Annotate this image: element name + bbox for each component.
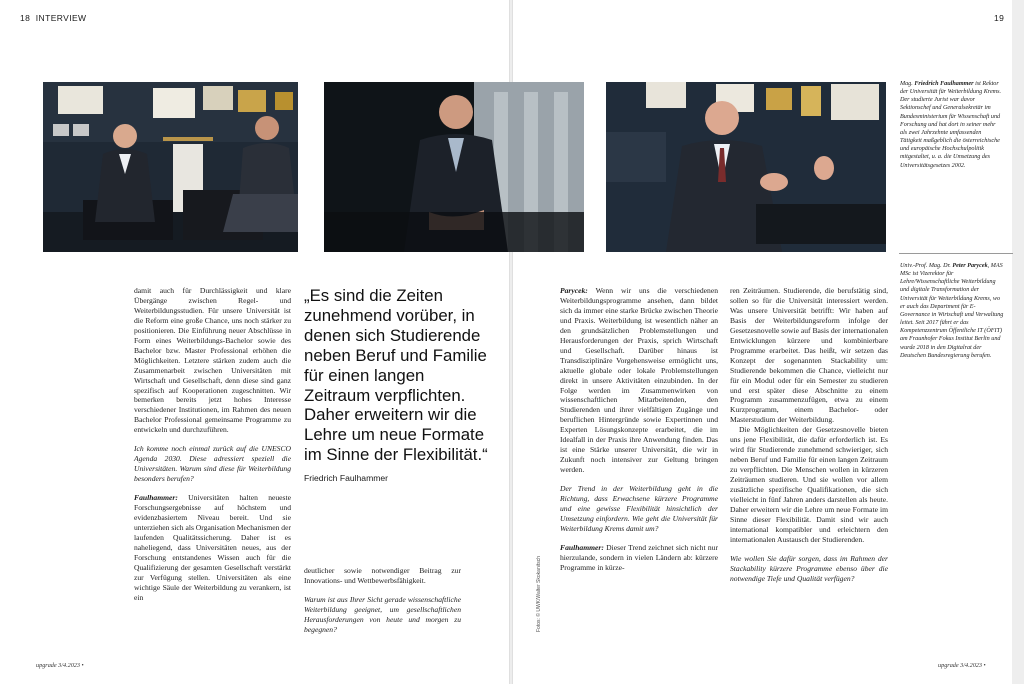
body-paragraph: Die Möglichkeiten der Gesetzesnovelle bieten uns jene Flexibilität, die dafür erforderlich ist. Es wird für Studierende zunehmend schwieriger, sich neben Beruf und Familie für einen langen Zeitraum zu verpflichten. Die Menschen wollen in kürzeren Zeiträumen studieren. Und sie wollen vor allem zusätzliche spezifische Qualifikationen, die sich vielleicht in fünf Jahren anders darstellen als heute. Daher erweitern wir die Lehre um neue Formate im Sinne dieser Flexibilität. Damit sind wir auch international kompatibler und erleichtern den internationalen Austausch der Studierenden. xyxy=(730,425,888,544)
left-page-number: 18 xyxy=(20,13,31,23)
bio-name: Peter Parycek xyxy=(952,263,988,269)
bio-name: Friedrich Faulhammer xyxy=(914,81,974,87)
body-paragraph: deutlicher sowie notwendiger Beitrag zur Innovations- und Wettbewerbsfähigkeit. xyxy=(304,566,461,585)
photo-two-men-seated xyxy=(43,82,298,252)
pull-quote-author: Friedrich Faulhammer xyxy=(304,473,389,484)
pull-quote-text: „Es sind die Zeiten zunehmend vorüber, in denen sich Studierende neben Beruf und Familie für einen langen Zeitraum verpflichten. Daher erweitern wir die Lehre um neue Formate im Sinne der Flexibilität.“ xyxy=(304,286,488,465)
caption-divider xyxy=(899,253,1013,254)
answer-text: Dieser Trend zeichnet sich nicht nur hierzulande, sondern in vielen Ländern ab: kürzere Programme in kürze- xyxy=(560,542,718,572)
answer-text: Universitäten halten neueste Forschungsergebnisse auf höchstem und evidenzbasiertem Niveau bereit. Und sie unterziehen sich als Organisation Mechanismen der laufenden Qualitätssicherung. Daher ist es naheliegend, dass Universitäten neues, aus der Forschung entstandenes Wissen auch für die Qualifizierung der gesamten Gesellschaft verstärkt zur Verfügung stellen. Universitäten als eine wichtige Säule der Weiterbildung zu verankern, ist ein xyxy=(134,493,291,602)
column-1 xyxy=(134,286,291,603)
photo-credit xyxy=(536,624,542,632)
section-label: INTERVIEW xyxy=(35,13,87,23)
answer-paragraph xyxy=(560,543,718,573)
speaker-label: Faulhammer: xyxy=(560,542,604,552)
bio-text: , MAS MSc ist Vizerektor für Lehre/Wissenschaftliche Weiterbildung und digitale Transformation der Universität für Weiterbildung Krems, wo er auch das Department für E-Governance in Wirtschaft und Verwaltung leitet. Seit 2017 führt er das Kompetenzzentrum Öffentliche IT (ÖFIT) am Fraunhofer Fokus Institut Berlin und wurde 2018 in den Digitalrat der Deutschen Bundesregierung berufen. xyxy=(900,263,1004,359)
interview-question: Warum ist aus Ihrer Sicht gerade wissenschaftliche Weiterbildung geeignet, um gesellschaftlichen Herausforderungen von heute und morgen zu begegnen? xyxy=(304,594,461,634)
page-edge xyxy=(1012,0,1024,684)
right-page-number: 19 xyxy=(994,13,1005,23)
bio-caption-faulhammer xyxy=(900,80,1004,170)
answer-paragraph xyxy=(134,493,291,602)
column-3 xyxy=(560,286,718,573)
body-paragraph: ren Zeiträumen. Studierende, die berufstätig sind, sollen so für die Universität interessiert werden. Was unsere Universität betrifft: Wir haben auf Basis der Weiterbildungsreform infolge der Gesetzesnovelle sowie auf Basis der internationalen Entwicklungen kürzere und kombinierbare Programme erarbeitet. Das heißt, wir setzen das Konzept der sogenannten Stackability um: Studierende bekommen die Chance, vielleicht nur für ein Modul oder für ein Semester zu studieren und erst später diese Abschnitte zu einem Programm zusammenzufügen, etwa zu einem Kurzprogramm, einem Bachelor- oder Masterstudium der Weiterbildung. xyxy=(730,286,888,425)
bio-prefix: Univ.-Prof. Mag. Dr. xyxy=(900,263,953,269)
speaker-label: Faulhammer: xyxy=(134,493,178,503)
interview-question: Ich komme noch einmal zurück auf die UNESCO Agenda 2030. Diese adressiert speziell die Universitäten. Warum sind diese für Weiterbildung besonders berufen? xyxy=(134,444,291,484)
answer-text: Wenn wir uns die verschiedenen Weiterbildungsprogramme ansehen, dann bildet sich da immer eine starke Brücke zwischen Theorie und Praxis. Weiterbildung ist wesentlich näher an den grundsätzlichen Problemstellungen und Herausforderungen der Praxis, sprich Wirtschaft und Gesellschaft. Darüber hinaus ist Transdisziplinäre Vorgehensweise ermöglicht uns, aktuelle globale oder lokale Problemstellungen direkt in unsere Aktivitäten einzubinden. In der Folge werden im Zusammenwirken von wissenschaftlichen Mitarbeitenden, den Studierenden und ihrer vielfältigen Zugänge und beruflichen Hintergründe sowie Expertinnen und Experten Lösungskonzepte erarbeitet, die im Idealfall in der Praxis ihre Anwendung finden. Das ist eine Stärke unserer Universität, die wir in Zukunft noch intensiver zur Geltung bringen werden. xyxy=(560,286,718,475)
left-page-header xyxy=(20,13,86,23)
column-2 xyxy=(304,566,461,635)
bio-text: ist Rektor der Universität für Weiterbildung Krems. Der studierte Jurist war davor Sektionschef und Generalsekretär im Bundesministerium für Wissenschaft und Forschung und hat dort in seiner mehr als zwei Jahrzehnte umfassenden Tätigkeit maßgeblich die österreichische und europäische Hochschulpolitik mitgestaltet, u. a. die Umsetzung des Universitätsgesetzes 2002. xyxy=(900,81,1002,169)
left-footer: upgrade 3/4.2023 • xyxy=(36,662,84,669)
photo-faulhammer-gesturing xyxy=(606,82,886,252)
body-paragraph: damit auch für Durchlässigkeit und klare Übergänge zwischen Regel- und Weiterbildungsstudien. Für unsere Universität ist die Reform eine große Chance, uns noch stärker zu positionieren. Die Einführung neuer Abschlüsse in Form eines Weiterbildungs-Bachelor sowie des Bachelor bzw. Master Professional erhöhen die Möglichkeiten. Letztere stärken zudem auch die Zusammenarbeit zwischen Universitäten mit Wirtschaft und Gesellschaft, denn diese sind ganz spezifisch auf Kooperationen zugeschnitten. Wir bemerken bereits jetzt hohes Interesse verschiedener Institutionen, im Rahmen des neuen Bachelor Professional gemeinsame Programme zu entwickeln und durchzuführen. xyxy=(134,286,291,435)
photo-parycek-seated xyxy=(324,82,584,252)
bio-caption-parycek xyxy=(900,262,1004,360)
interview-question: Der Trend in der Weiterbildung geht in die Richtung, dass Erwachsene kürzere Programme und eine gewisse Flexibilität hinsichtlich der Umsetzung einfordern. Wie geht die Universität für Weiterbildung Krems damit um? xyxy=(560,484,718,533)
interview-question: Wie wollen Sie dafür sorgen, dass im Rahmen der Stackability kürzere Programme ebenso über die notwendige Tiefe und Qualität verfügen? xyxy=(730,553,888,583)
answer-paragraph xyxy=(560,286,718,475)
right-footer: upgrade 3/4.2023 • xyxy=(938,662,986,669)
bio-prefix: Mag. xyxy=(900,81,915,87)
speaker-label: Parycek: xyxy=(560,286,588,295)
pull-quote xyxy=(304,286,494,483)
column-4 xyxy=(730,286,888,584)
